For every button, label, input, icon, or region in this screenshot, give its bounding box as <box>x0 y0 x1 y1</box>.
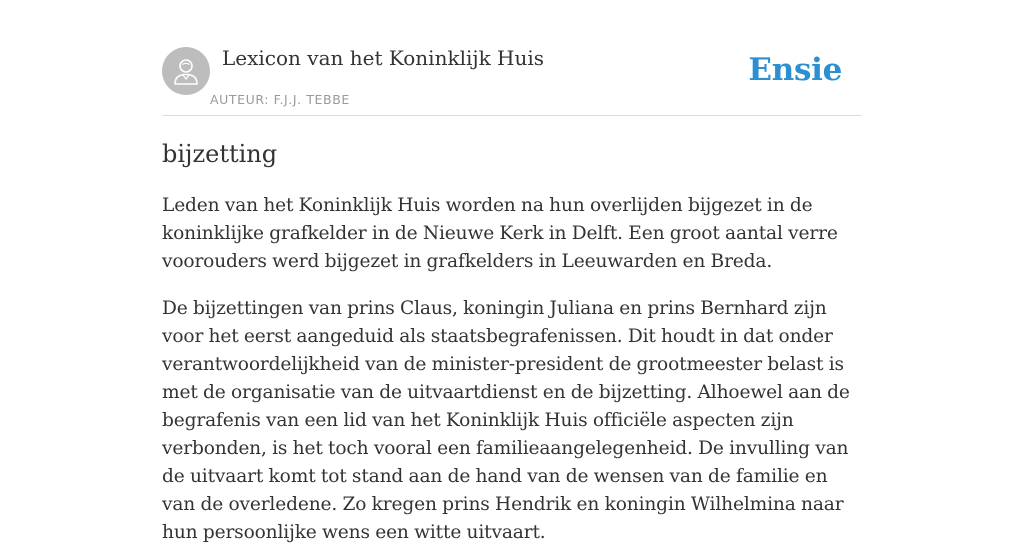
header <box>162 0 862 116</box>
entry-paragraph-2: De bijzettingen van prins Claus, koningin Juliana en prins Bernhard zijn voor het eerst aangeduid als staatsbegrafenissen. Dit houdt in dat onder verantwoordelijkheid van de minister-president de grootmeester belast is met de organisatie van de uitvaartdienst en de bijzetting. Alhoewel aan de begrafenis van een lid van het Koninklijk Huis officiële aspecten zijn verbonden, is het toch vooral een familieaangelegenheid. De invulling van de uitvaart komt tot stand aan de hand van de wensen van de familie en van de overledene. Zo kregen prins Hendrik en koningin Wilhelmina naar hun persoonlijke wens een witte uitvaart. <box>162 298 850 543</box>
avatar[interactable] <box>162 47 210 95</box>
user-placeholder-icon <box>172 56 200 86</box>
page <box>162 0 862 543</box>
entry-paragraph-1: Leden van het Koninklijk Huis worden na hun overlijden bijgezet in de koninklijke grafkelder in de Nieuwe Kerk in Delft. Een groot aantal verre voorouders werd bijgezet in grafkelders in Leeuwarden en Breda. <box>162 195 838 272</box>
author-name[interactable]: AUTEUR: F.J.J. TEBBE <box>210 92 350 107</box>
ensie-logo[interactable]: Ensie <box>748 52 842 88</box>
entry-title: bijzetting <box>162 140 278 168</box>
book-title[interactable]: Lexicon van het Koninklijk Huis <box>222 46 545 70</box>
